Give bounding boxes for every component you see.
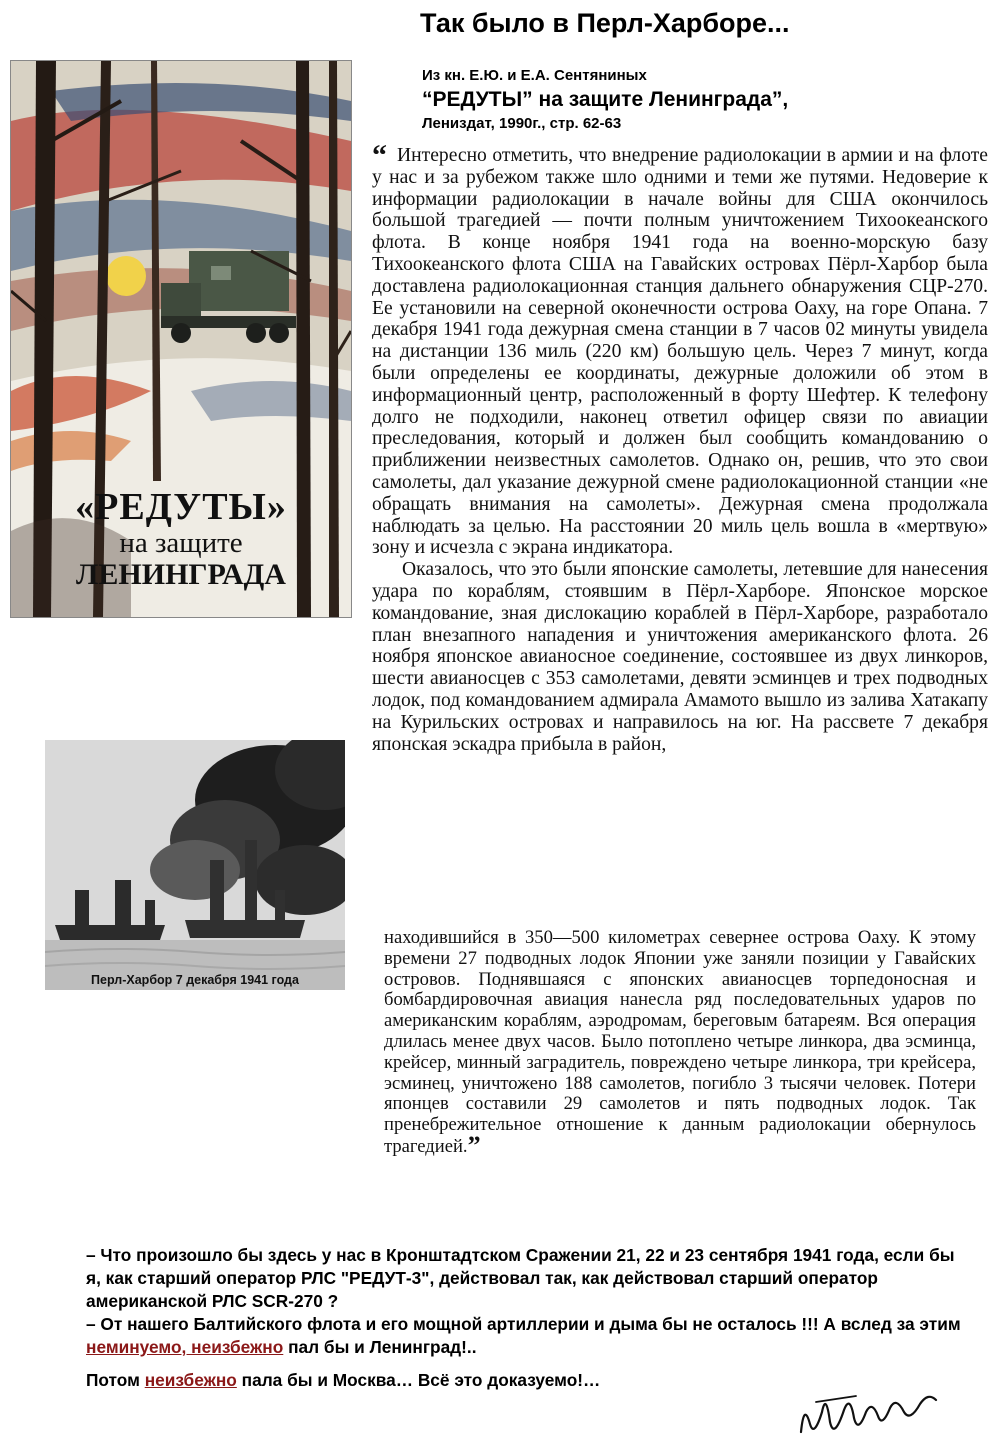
quote-paragraph-3 [384, 928, 976, 1158]
quote-block-continued [384, 928, 976, 1158]
source-publisher: Лениздат, 1990г., стр. 62-63 [422, 115, 622, 132]
comment-answer-emphasis: неминуемо, неизбежно [86, 1337, 284, 1357]
quote-paragraph-3-text: находившийся в 350—500 километрах севернее острова Оаху. К этому времени 27 подводных лодок Японии уже заняли позиции у Гавайских островов. Поднявшаяся с японских авианосцев торпедоносная и бомбардировочная авиация нанесла ряд последовательных ударов по американским кораблям, аэродромам, береговым батареям. Вся операция длилась менее двух часов. Было потоплено четыре линкора, два эсминца, крейсер, минный заградитель, повреждено четыре линкора, три крейсера, эсминец, уничтожено 188 самолетов, погибло 3 тысячи человек. Потери японцев составили 29 самолетов и пять подводных лодок. Так пренебрежительное отношение к данным радиолокации обернулось трагедией. [384, 927, 976, 1157]
quote-paragraph-2: Оказалось, что это были японские самолеты, летевшие для нанесения удара по кораблям, стоявшим в Пёрл-Харборе. Японское морское командование, зная дислокацию кораблей в Пёрл-Харборе, разработало план внезапного нападения и уничтожения американского флота. 26 ноября японское авианосное соединение, состоявшее из двух линкоров, шести авианосцев с 353 самолетами, девяти эсминцев и трех подводных лодок, под командованием адмирала Амамото вышло из залива Хатакапу на Курильских островах и направилось на юг. На рассвете 7 декабря японская эскадра прибыла в район, [372, 559, 988, 755]
handwritten-signature [796, 1382, 946, 1447]
quote-open-mark: “ [372, 139, 387, 172]
author-comment [86, 1244, 966, 1392]
cover-title-line3: ЛЕНИНГРАДА [76, 558, 286, 591]
book-cover-image [10, 60, 352, 618]
quote-paragraph-1-text: Интересно отметить, что внедрение радиолокации в армии и на флоте у нас и за рубежом также шло одними и теми же путями. Недоверие к информации радиолокации в начале войны для США окончилось большой трагедией — почти полным уничтожением Тихоокеанского флота. В конце ноября 1941 года на военно-морскую базу Тихоокеанского флота США на Гавайских островах Пёрл-Харбор была доставлена радиолокационная станция дальнего обнаружения СЦР-270. Ее установили на северной оконечности острова Оаху, на горе Опана. 7 декабря 1941 года дежурная смена станции в 7 часов 02 минуты увидела на дистанции 136 миль (220 км) большую цель. Через 7 минут, когда были определены ее координаты, дежурные доложили об этом в информационный центр, расположенный в форту Шефтер. К телефону долго не подходили, наконец ответил офицер связи по авиации преследования, который и должен был сообщить командованию о приближении неизвестных самолетов. Однако он, решив, что это свои самолеты, дал указание дежурной смене радиолокационной станции «не обращать внимания на самолеты». Дежурная смена продолжала наблюдать за целью. На расстоянии 20 миль цель вошла в «мертвую» зону и исчезла с экрана индикатора. [372, 145, 988, 559]
source-book-title: “РЕДУТЫ” на защите Ленинграда”, [422, 88, 789, 111]
comment-conclusion-emphasis: неизбежно [144, 1370, 237, 1390]
pearl-harbor-photo [45, 740, 345, 990]
cover-title-line2: на защите [119, 527, 243, 559]
comment-conclusion-end: пала бы и Москва… Всё это доказуемо!… [236, 1370, 601, 1390]
source-authors: Из кн. Е.Ю. и Е.А. Сентяниных [422, 67, 647, 84]
page-title: Так было в Перл-Харборе... [420, 8, 790, 38]
quote-close-mark: ” [467, 1130, 481, 1160]
cover-title-line1: «РЕДУТЫ» [75, 486, 287, 528]
comment-answer-end: пал бы и Ленинград!.. [283, 1337, 477, 1357]
comment-answer [86, 1313, 966, 1359]
photo-caption: Перл-Харбор 7 декабря 1941 года [91, 973, 299, 987]
cover-title [11, 486, 351, 592]
quote-paragraph-1 [372, 139, 988, 559]
source-reference [422, 66, 788, 134]
comment-conclusion-start: Потом [86, 1370, 145, 1390]
comment-question: – Что произошло бы здесь у нас в Кронштадтском Сражении 21, 22 и 23 сентября 1941 года, если бы я, как старший оператор РЛС "РЕДУТ-3", действовал так, как действовал старший оператор американской РЛС SCR-270 ? [86, 1245, 955, 1311]
comment-answer-start: – От нашего Балтийского флота и его мощной артиллерии и дыма бы не осталось !!! А вслед за этим [86, 1314, 961, 1334]
quote-block [372, 139, 988, 755]
